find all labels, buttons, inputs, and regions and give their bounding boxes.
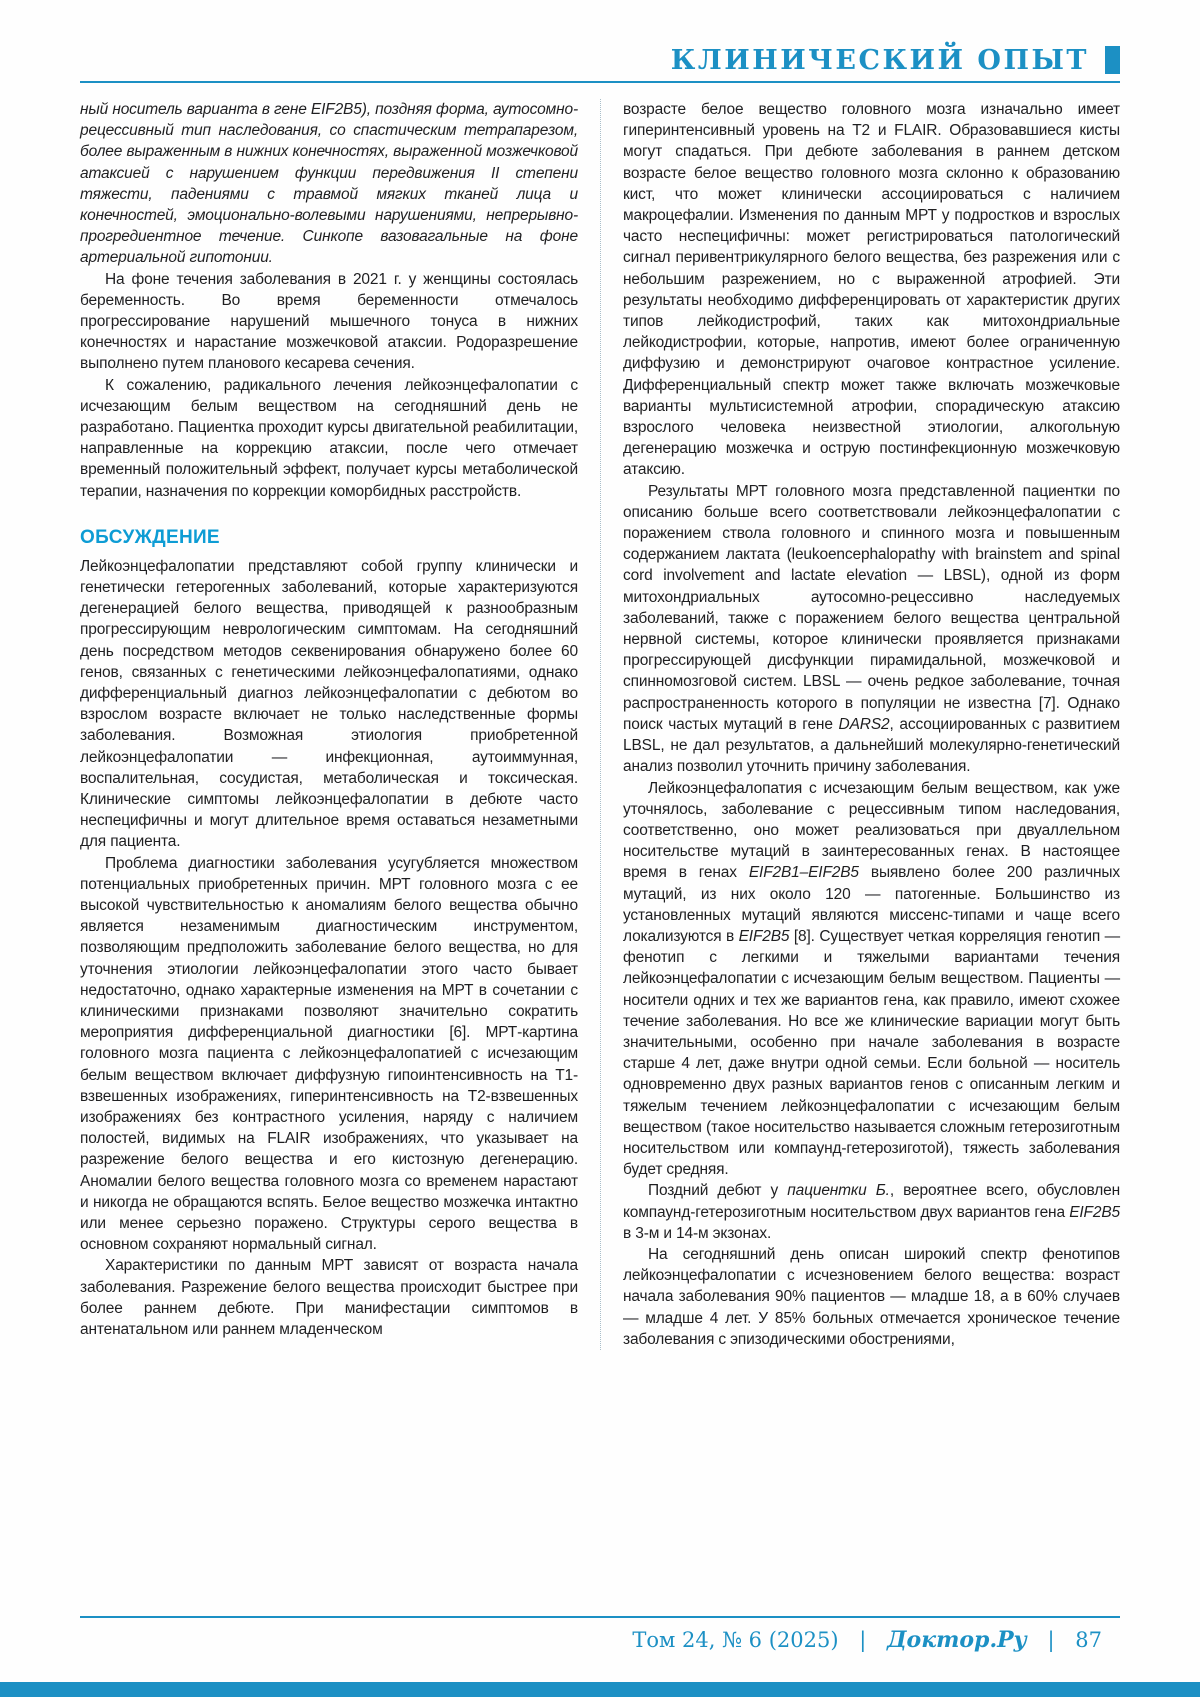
paragraph xyxy=(623,1180,1120,1244)
text-run: , вероятнее всего, обусловлен компаунд-гетерозиготным носительством двух вариантов гена xyxy=(623,1182,1120,1221)
text-run: На фоне течения заболевания в 2021 г. у женщины состоялась беременность. Во время беременности отмечалось прогрессирование нарушений мышечного тонуса в нижних конечностях и нарастание мозжечковой атаксии. Родоразрешение выполнено путем планового кесарева сечения. xyxy=(80,270,578,373)
gene-name-italic: EIF2B5 xyxy=(1069,1203,1120,1221)
text-run: Лейкоэнцефалопатия с исчезающим белым веществом, как уже уточнялось, заболевание с рецессивным типом наследования, соответственно, оно может реализоваться при двуаллельном носительстве мутаций в заинтересованных генах. В настоящее время в генах xyxy=(623,779,1120,882)
right-column xyxy=(600,99,1120,1350)
paragraph xyxy=(80,853,578,1256)
article-body xyxy=(80,99,1120,1350)
gene-name-italic: EIF2B5 xyxy=(738,927,790,945)
paragraph xyxy=(80,375,578,502)
text-run: [8]. Существует четкая корреляция генотип — фенотип с легкими и тяжелыми вариантами течения лейкоэнцефалопатии с исчезающим белым веществом. Пациенты — носители одних и тех же вариантов гена, как правило, имеют схожее течение заболевания. Но все же клинические вариации могут быть значительными, особенно при начале заболевания в возрасте старше 4 лет, даже внутри одной семьи. Если больной — носитель одновременно двух разных вариантов генов с описанным легким и тяжелым течением лейкоэнцефалопатии с исчезающим белым веществом (такое носительство называется сложным гетерозиготным носительством или компаунд-гетерозиготой), тяжесть заболевания будет средняя. xyxy=(623,927,1120,1179)
text-run: выявлено более 200 различных мутаций, из них около 120 — патогенные. Большинство из установленных мутаций являются миссенс-типами и чаще всего локализуются в xyxy=(623,864,1120,945)
page-number: 87 xyxy=(1075,1628,1102,1652)
section-marker-square xyxy=(1105,46,1120,74)
text-run: , ассоциированных с развитием LBSL, не дал результатов, а дальнейший молекулярно-генетический анализ позволил уточнить причину заболевания. xyxy=(623,715,1120,776)
text-run: Поздний дебют у xyxy=(648,1182,788,1200)
paragraph xyxy=(80,556,578,853)
text-run: К сожалению, радикального лечения лейкоэнцефалопатии с исчезающим белым веществом на сегодняшний день не разработано. Пациентка проходит курсы двигательной реабилитации, направленные на коррекцию атаксии, после чего отмечает временный положительный эффект, получает курсы метаболической терапии, назначения по коррекции коморбидных расстройств. xyxy=(80,376,578,500)
footer-volume-issue: Том 24, № 6 (2025) xyxy=(632,1628,839,1652)
journal-logo: Доктор.Ру xyxy=(886,1627,1027,1653)
bottom-accent-bar xyxy=(0,1682,1200,1697)
left-column xyxy=(80,99,600,1350)
text-run: возрасте белое вещество головного мозга изначально имеет гиперинтенсивный уровень на Т2 и FLAIR. Образовавшиеся кисты могут спадаться. При дебюте заболевания в раннем детском возрасте белое вещество головного мозга склонно к образованию кист, что может клинически ассоциироваться с наличием макроцефалии. Изменения по данным МРТ у подростков и взрослых часто неспецифичны: может регистрироваться патологический сигнал перивентрикулярного белого вещества, без разрежения или с небольшим разрежением, но с выраженной атрофией. Эти результаты необходимо дифференцировать от характеристик других типов лейкодистрофий, таких как митохондриальные лейкодистрофии, которые, напротив, имеют более ограниченную диффузию и демонстрируют очаговое контрастное усиление. Дифференциальный спектр может также включать мозжечковые варианты мультисистемной атрофии, спорадическую атаксию взрослого человека неизвестной этиологии, алкогольную дегенерацию мозжечка и острую постинфекционную мозжечковую атаксию. xyxy=(623,101,1120,479)
paragraph xyxy=(623,1244,1120,1350)
text-run: На сегодняшний день описан широкий спектр фенотипов лейкоэнцефалопатии с исчезновением белого вещества: возраст начала заболевания 90% пациентов — младше 18, а в 60% случаев — младше 4 лет. У 85% больных отмечается хроническое течение заболевания с эпизодическими обострениями, xyxy=(623,1245,1120,1348)
text-run: Результаты МРТ головного мозга представленной пациентки по описанию больше всего соответствовали лейкоэнцефалопатии с поражением ствола головного и спинного мозга и повышенным содержанием лактата (leukoencephalopathy with brainstem and spinal cord involvement and lactate elevation — LBSL), одной из форм митохондриальных аутосомно-рецессивно наследуемых заболеваний, также с поражением белого вещества центральной нервной системы, которое клинически проявляется признаками прогрессирующей дисфункции пирамидальной, мозжечковой и спинномозговой систем. LBSL — очень редкое заболевание, точная распространенность которого в популяции не известна [7]. Однако поиск частых мутаций в гене xyxy=(623,482,1120,733)
header-rule xyxy=(80,81,1120,83)
paragraph xyxy=(80,1255,578,1340)
footer-divider: | xyxy=(1047,1628,1055,1652)
paragraph xyxy=(623,481,1120,778)
paragraph xyxy=(623,778,1120,1181)
text-run: в 3-м и 14-м экзонах. xyxy=(623,1224,772,1242)
gene-name-italic: пациентки Б. xyxy=(787,1182,890,1200)
page-header xyxy=(80,46,1120,83)
text-run: ный носитель варианта в гене EIF2B5), поздняя форма, аутосомно-рецессивный тип наследования, со спастическим тетрапарезом, более выраженным в нижних конечностях, выраженной мозжечковой атаксией с нарушением функции передвижения II степени тяжести, падениями с травмой мягких тканей лица и конечностей, эмоционально-волевыми нарушениями, непрерывно-прогредиентное течение. Синкопе вазовагальные на фоне артериальной гипотонии. xyxy=(80,101,578,267)
text-run: Лейкоэнцефалопатии представляют собой группу клинически и генетически гетерогенных заболеваний, которые характеризуются дегенерацией белого вещества, приводящей к разнообразным прогрессирующим неврологическим симптомам. На сегодняшний день посредством методов секвенирования обнаружено более 60 генов, связанных с генетическими лейкоэнцефалопатиями, однако дифференциальный диагноз лейкоэнцефалопатии с дебютом во взрослом возрасте включает не только наследственные формы заболевания. Возможная этиология приобретенной лейкоэнцефалопатии — инфекционная, аутоиммунная, воспалительная, сосудистая, метаболическая и токсическая. Клинические симптомы лейкоэнцефалопатии в дебюте часто неспецифичны и могут длительное время оставаться незаметными для пациента. xyxy=(80,557,578,851)
gene-name-italic: EIF2B1–EIF2B5 xyxy=(748,864,859,882)
text-run: Проблема диагностики заболевания усугубляется множеством потенциальных приобретенных причин. МРТ головного мозга с ее высокой чувствительностью к аномалиям белого вещества обычно является незаменимым диагностическим инструментом, позволяющим предположить заболевание белого вещества, но для уточнения этиологии лейкоэнцефалопатии этого часто бывает недостаточно, однако характерные изменения на МРТ в сочетании с клиническими признаками позволяют значительно сократить мероприятия дифференциальной диагностики [6]. МРТ-картина головного мозга пациента с лейкоэнцефалопатией с исчезающим белым веществом включает диффузную гипоинтенсивность на Т1-взвешенных изображениях, гиперинтенсивность на Т2-взвешенных изображениях без контрастного усиления, наряду с наличием полостей, видимых на FLAIR изображениях, что указывает на разрежение белого вещества и его кистозную дегенерацию. Аномалии белого вещества головного мозга со временем нарастают и никогда не обращаются вспять. Белое вещество мозжечка интактно или менее серьезно поражено. Структуры серого вещества в основном сохраняют нормальный сигнал. xyxy=(80,854,578,1254)
footer-rule xyxy=(80,1616,1120,1618)
text-run: Характеристики по данным МРТ зависят от возраста начала заболевания. Разрежение белого вещества происходит быстрее при более раннем дебюте. При манифестации симптомов в антенатальном или раннем младенческом xyxy=(80,1257,578,1339)
paragraph xyxy=(623,99,1120,481)
page-footer xyxy=(80,1616,1120,1653)
footer-divider: | xyxy=(859,1628,867,1652)
paragraph xyxy=(80,269,578,375)
paragraph xyxy=(80,99,578,269)
gene-name-italic: DARS2 xyxy=(838,715,890,733)
discussion-heading: ОБСУЖДЕНИЕ xyxy=(80,526,220,548)
section-label: КЛИНИЧЕСКИЙ ОПЫТ xyxy=(670,44,1089,76)
